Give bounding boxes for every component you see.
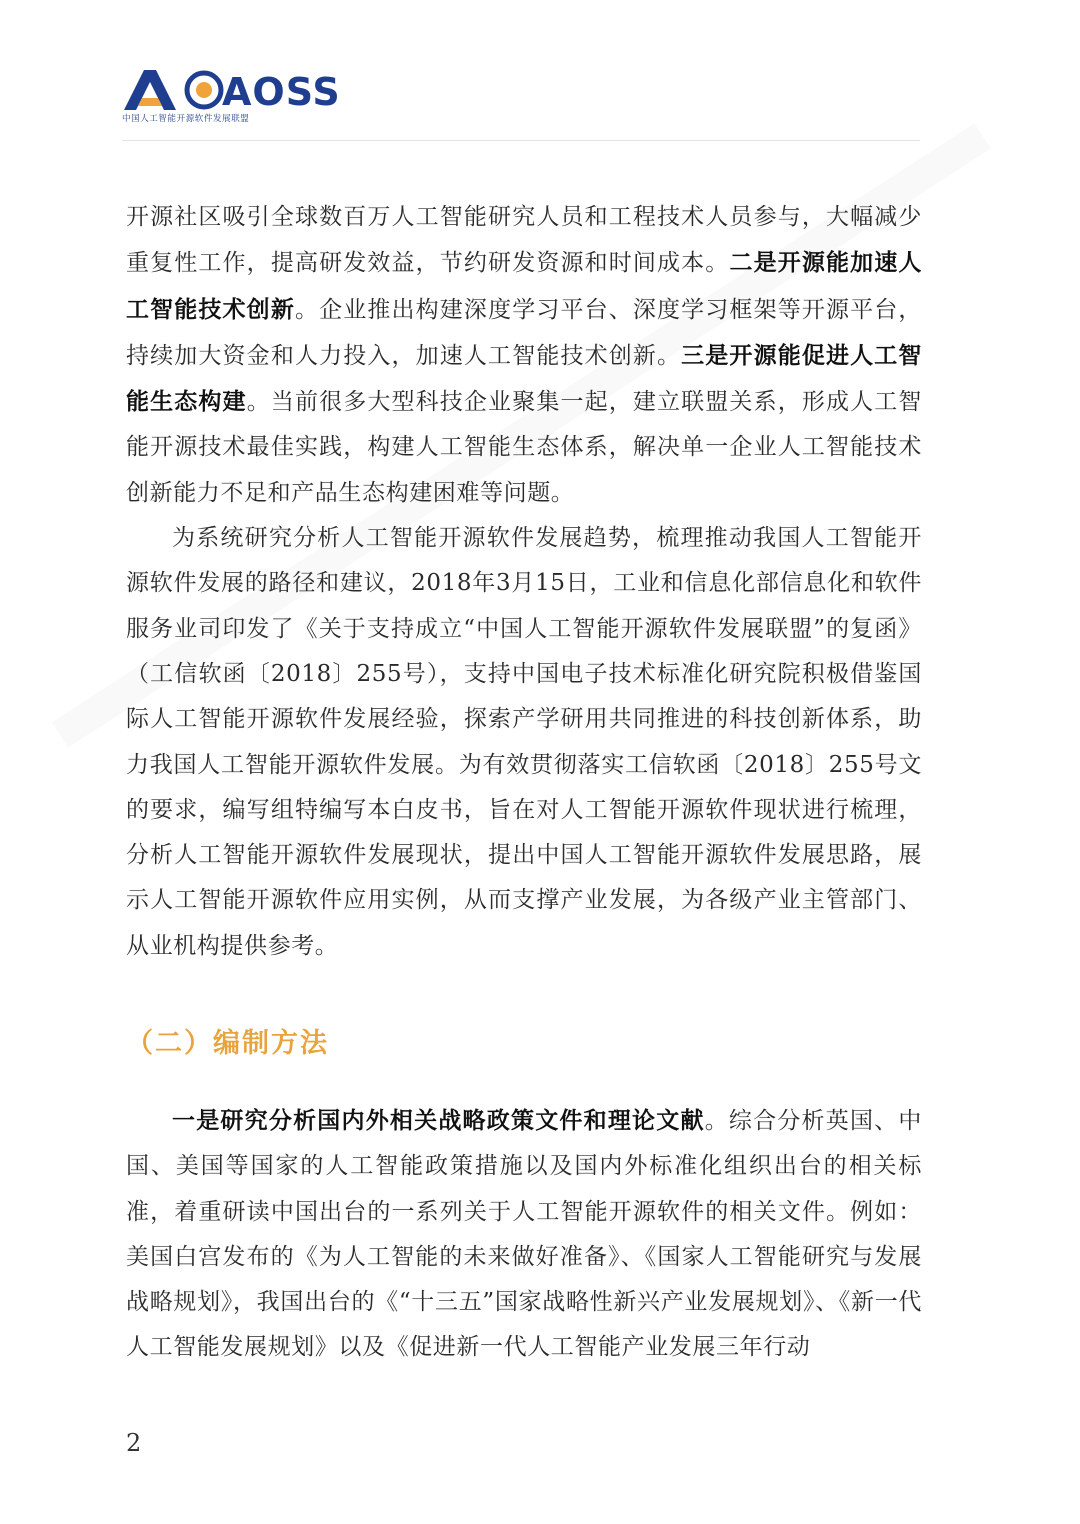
bold-run: 三是开源能促进人工智能生态构建 bbox=[126, 341, 922, 416]
section-heading: （二）编制方法 bbox=[126, 1028, 329, 1059]
logo-subtitle: 中国人工智能开源软件发展联盟 bbox=[122, 114, 250, 124]
bold-run: 二是开源能加速人工智能技术创新 bbox=[126, 249, 922, 323]
aoss-logo bbox=[122, 68, 341, 130]
paragraph: 为系统研究分析人工智能开源软件发展趋势，梳理推动我国人工智能开源软件发展的路径和建议，2018年3月15日，工业和信息化部信息化和软件服务业司印发了《关于支持成立“中国人工智能开源软件发展联盟”的复函》（工信软函〔2018〕255号），支持中国电子技术标准化研究院积极借鉴国际人工智能开源软件发展经验，探索产学研用共同推进的科技创新体系，助力我国人工智能开源软件发展。为有效贯彻落实工信软函〔2018〕255号文的要求，编写组特编写本白皮书，旨在对人工智能开源软件现状进行梳理，分析人工智能开源软件发展现状，提出中国人工智能开源软件发展思路，展示人工智能开源软件应用实例，从而支撑产业发展，为各级产业主管部门、从业机构提供参考。 bbox=[126, 525, 922, 959]
text-run: 开源社区吸引全球数百万人工智能研究人员和工程技术人员参与，大幅减少重复性工作，提高研发效益，节约研发资源和时间成本。 bbox=[126, 204, 922, 277]
page-number: 2 bbox=[126, 1429, 142, 1457]
logo-wordmark: AOSS bbox=[222, 70, 341, 114]
text-run: 。企业推出构建深度学习平台、深度学习框架等开源平台，持续加大资金和人力投入，加速人工智能技术创新。 bbox=[126, 296, 922, 369]
text-run: 。当前很多大型科技企业聚集一起，建立联盟关系，形成人工智能开源技术最佳实践，构建人工智能生态体系，解决单一企业人工智能技术创新能力不足和产品生态构建困难等问题。 bbox=[126, 389, 922, 506]
bold-run: 一是研究分析国内外相关战略政策文件和理论文献 bbox=[172, 1107, 705, 1134]
header-divider bbox=[122, 140, 920, 141]
paragraph bbox=[126, 1098, 922, 1371]
paragraph bbox=[126, 195, 922, 516]
body-text-top bbox=[126, 195, 922, 969]
text-run: 。综合分析英国、中国、美国等国家的人工智能政策措施以及国内外标准化组织出台的相关标准，着重研读中国出台的一系列关于人工智能开源软件的相关文件。例如：美国白宫发布的《为人工智能的未来做好准备》、《国家人工智能研究与发展战略规划》，我国出台的《“十三五”国家战略性新兴产业发展规划》、《新一代人工智能发展规划》以及《促进新一代人工智能产业发展三年行动 bbox=[126, 1108, 922, 1361]
body-text-bottom bbox=[126, 1098, 922, 1371]
